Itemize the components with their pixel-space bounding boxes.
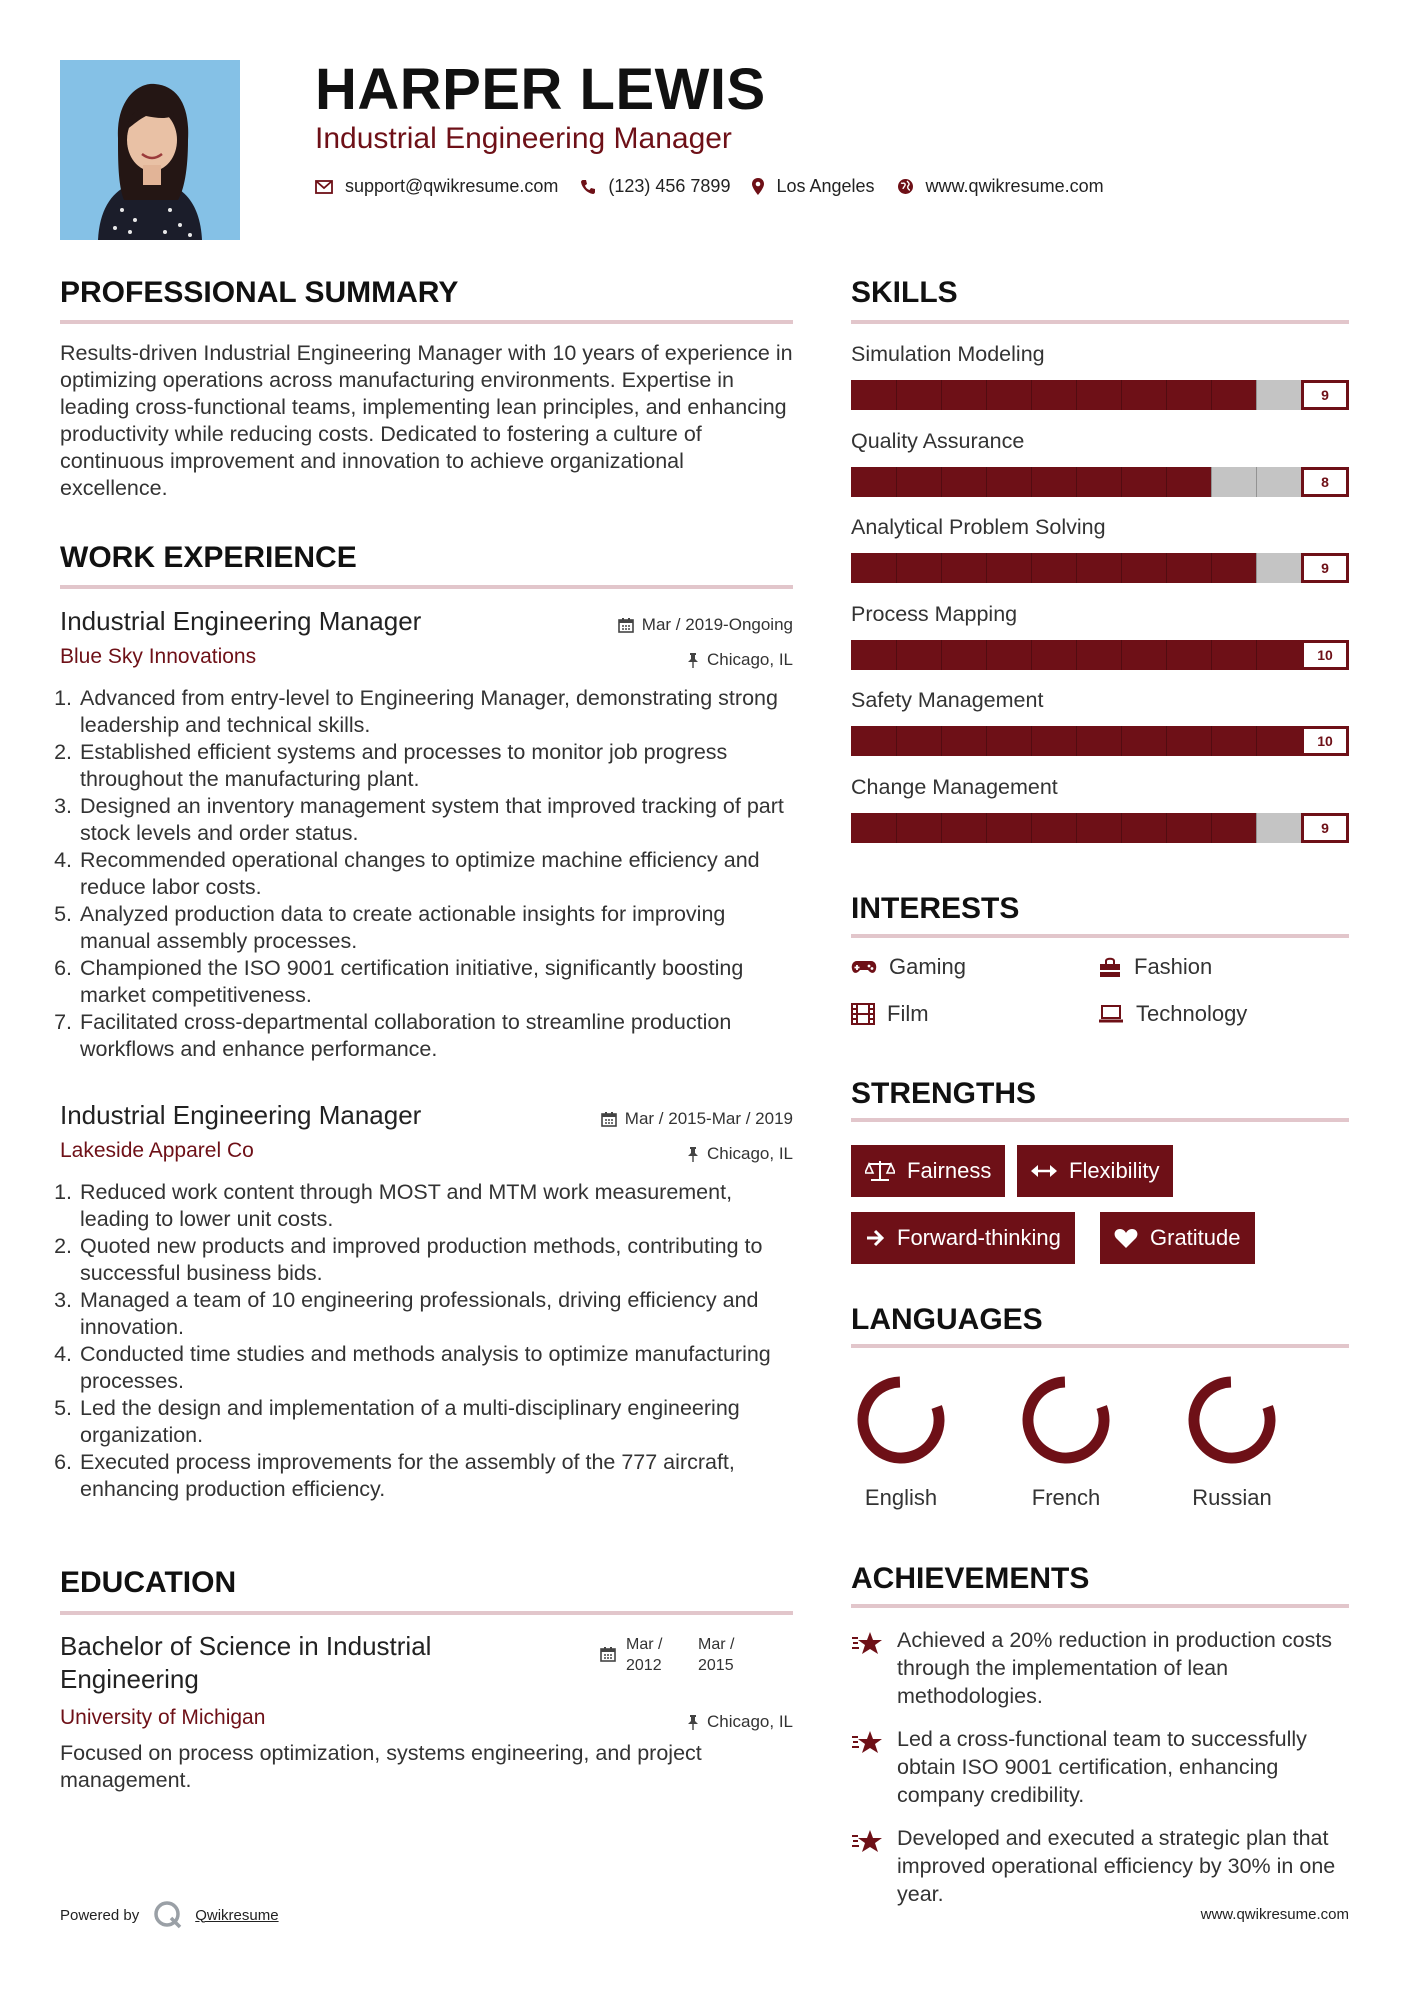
languages-heading: LANGUAGES (851, 1303, 1043, 1336)
calendar-icon (600, 1646, 616, 1662)
skill-segment-divider (1166, 813, 1167, 843)
skill-segment-divider (986, 467, 987, 497)
qwikresume-logo-icon (153, 1900, 183, 1930)
skill-segment-divider (1031, 553, 1032, 583)
powered-by-label: Powered by (60, 1906, 140, 1924)
achievements-divider (851, 1604, 1349, 1608)
candidate-title: Industrial Engineering Manager (315, 122, 732, 155)
education-divider (60, 1611, 793, 1615)
skill-value: 9 (1304, 556, 1346, 580)
skill-segment-divider (896, 467, 897, 497)
skill-segment-divider (941, 467, 942, 497)
skill-value: 10 (1304, 729, 1346, 753)
experience-divider (60, 585, 793, 589)
experience-heading: WORK EXPERIENCE (60, 541, 357, 574)
footer-powered-by (60, 1900, 279, 1930)
skill-segment-divider (1166, 467, 1167, 497)
job-bullet: 5. Analyzed production data to create actionable insights for improving manual assembly processes. (78, 901, 793, 955)
contact-website[interactable] (897, 176, 1104, 197)
job-bullet: 3. Managed a team of 10 engineering professionals, driving efficiency and innovation. (78, 1287, 793, 1341)
job-title: Industrial Engineering Manager (60, 1100, 422, 1130)
pushpin-icon (687, 1714, 699, 1730)
job-title: Industrial Engineering Manager (60, 606, 422, 636)
skill-segment-divider (1121, 813, 1122, 843)
job-company: Blue Sky Innovations (60, 645, 257, 668)
strength-badge (1100, 1212, 1255, 1264)
balance-scale-icon (865, 1160, 895, 1182)
job-dates-text: Mar / 2019-Ongoing (641, 615, 793, 634)
heart-icon (1114, 1228, 1138, 1249)
skill-value: 9 (1304, 383, 1346, 407)
languages-divider (851, 1344, 1349, 1348)
skill-segment-divider (896, 553, 897, 583)
achievement-text: Developed and executed a strategic plan that improved operational efficiency by 30% in one year. (897, 1826, 1336, 1906)
job-bullets (60, 685, 793, 1063)
job-bullet: 2. Established efficient systems and processes to monitor job progress throughout the manufacturing plant. (78, 739, 793, 793)
star-award-icon (851, 1630, 883, 1658)
skill-segment-divider (1256, 813, 1257, 843)
skill-fill (851, 813, 1256, 843)
contact-website-text: www.qwikresume.com (925, 176, 1104, 196)
job-dates-text: Mar / 2015-Mar / 2019 (624, 1109, 793, 1128)
contact-phone-text: (123) 456 7899 (608, 176, 731, 196)
skill-segment-divider (896, 726, 897, 756)
skill-fill (851, 380, 1256, 410)
job-location (687, 650, 793, 670)
education-dates (600, 1634, 770, 1676)
job-bullet: 6. Executed process improvements for the assembly of the 777 aircraft, enhancing production efficiency. (78, 1449, 793, 1503)
skill-label: Process Mapping (851, 601, 1018, 626)
skill-segment-divider (1211, 726, 1212, 756)
skill-segment-divider (1211, 640, 1212, 670)
job-location-text: Chicago, IL (707, 650, 793, 669)
interest-item (851, 1001, 929, 1027)
contact-location-text: Los Angeles (776, 176, 875, 196)
job-bullet: 4. Recommended operational changes to optimize machine efficiency and reduce labor costs. (78, 847, 793, 901)
skill-segment-divider (1076, 726, 1077, 756)
job-dates (601, 1109, 793, 1129)
skill-value-box (1301, 813, 1349, 843)
skill-segment-divider (941, 813, 942, 843)
skill-segment-divider (1076, 640, 1077, 670)
language-level-ring (851, 1370, 951, 1470)
skill-label: Change Management (851, 774, 1058, 799)
qwikresume-link[interactable]: Qwikresume (195, 1906, 279, 1924)
interest-label: Technology (1136, 1001, 1248, 1026)
laptop-icon (1098, 1005, 1124, 1023)
language-label: Russian (1192, 1485, 1272, 1510)
interest-label: Gaming (889, 954, 967, 979)
job-entry (60, 606, 793, 1063)
strength-badge (851, 1212, 1075, 1264)
interest-label: Film (887, 1001, 929, 1026)
skill-bar (851, 380, 1349, 410)
gamepad-icon (851, 959, 877, 975)
strengths-divider (851, 1118, 1349, 1122)
skill-segment-divider (1256, 726, 1257, 756)
job-bullet: 1. Reduced work content through MOST and MTM work measurement, leading to lower unit costs. (78, 1179, 793, 1233)
summary-heading: PROFESSIONAL SUMMARY (60, 276, 459, 309)
job-bullet: 6. Championed the ISO 9001 certification initiative, significantly boosting market competitiveness. (78, 955, 793, 1009)
envelope-icon (315, 180, 333, 194)
contact-bar (315, 176, 1126, 197)
skill-value-box (1301, 726, 1349, 756)
film-icon (851, 1003, 875, 1025)
skill-segment-divider (1076, 813, 1077, 843)
skill-value-box (1301, 640, 1349, 670)
job-bullet: 1. Advanced from entry-level to Engineering Manager, demonstrating strong leadership and technical skills. (78, 685, 793, 739)
skill-segment-divider (1121, 553, 1122, 583)
interest-item (851, 954, 966, 980)
skill-item (851, 601, 1349, 663)
contact-location (752, 176, 874, 197)
job-bullets (60, 1179, 793, 1503)
skill-segment-divider (1256, 467, 1257, 497)
strength-badge (1017, 1145, 1173, 1197)
skill-value: 8 (1304, 470, 1346, 494)
skill-segment-divider (1121, 380, 1122, 410)
education-description: Focused on process optimization, systems engineering, and project management. (60, 1741, 702, 1792)
skill-item (851, 774, 1349, 836)
skill-label: Quality Assurance (851, 428, 1025, 453)
skill-segment-divider (1166, 726, 1167, 756)
strength-label: Flexibility (1069, 1158, 1160, 1183)
skill-segment-divider (986, 726, 987, 756)
calendar-icon (601, 1111, 617, 1127)
job-bullet: 7. Facilitated cross-departmental collaboration to streamline production workflows and enhance performance. (78, 1009, 793, 1063)
skill-segment-divider (1031, 726, 1032, 756)
language-level-arc (852, 1371, 949, 1468)
skill-value: 9 (1304, 816, 1346, 840)
job-location (687, 1144, 793, 1164)
skill-segment-divider (986, 380, 987, 410)
job-bullet: 5. Led the design and implementation of a multi-disciplinary engineering organization. (78, 1395, 793, 1449)
strength-label: Fairness (907, 1158, 992, 1183)
skill-label: Analytical Problem Solving (851, 515, 1106, 539)
skills-divider (851, 320, 1349, 324)
skill-segment-divider (896, 380, 897, 410)
calendar-icon (618, 617, 634, 633)
skill-segment-divider (1166, 380, 1167, 410)
job-dates (618, 615, 793, 635)
job-bullet: 3. Designed an inventory management system that improved tracking of part stock levels and order status. (78, 793, 793, 847)
education-end-date: Mar / 2015 (698, 1636, 735, 1674)
skill-segment-divider (986, 640, 987, 670)
shopping-bag-icon (1098, 956, 1122, 978)
star-award-icon (851, 1729, 883, 1757)
skill-segment-divider (1166, 640, 1167, 670)
language-label: French (1031, 1485, 1101, 1510)
skill-label: Safety Management (851, 688, 1044, 712)
language-item (1172, 1370, 1292, 1511)
job-bullet: 4. Conducted time studies and methods analysis to optimize manufacturing processes. (78, 1341, 793, 1395)
education-entry (60, 1630, 793, 1794)
candidate-name: HARPER LEWIS (315, 57, 766, 122)
job-entry (60, 1100, 793, 1503)
skill-segment-divider (1211, 467, 1212, 497)
skill-segment-divider (896, 813, 897, 843)
education-heading: EDUCATION (60, 1566, 237, 1599)
interests-divider (851, 934, 1349, 938)
skill-segment-divider (1031, 380, 1032, 410)
skill-item (851, 515, 1349, 576)
skill-segment-divider (1166, 553, 1167, 583)
skill-bar (851, 467, 1349, 497)
contact-email[interactable] (315, 176, 558, 197)
strength-label: Gratitude (1150, 1225, 1241, 1250)
skill-segment-divider (986, 813, 987, 843)
skill-segment-divider (941, 726, 942, 756)
skill-item (851, 688, 1349, 749)
skill-fill (851, 553, 1256, 583)
skill-segment-divider (1031, 813, 1032, 843)
interest-item (1098, 1001, 1247, 1027)
achievement-text: Led a cross-functional team to successfully obtain ISO 9001 certification, enhancing company credibility. (897, 1727, 1307, 1807)
education-start-date: Mar / 2012 (626, 1636, 663, 1674)
skill-value-box (1301, 467, 1349, 497)
language-level-arc (1017, 1371, 1114, 1468)
strengths-heading: STRENGTHS (851, 1077, 1037, 1110)
achievement-item (851, 1824, 1351, 1908)
map-marker-icon (752, 178, 764, 195)
education-location-text: Chicago, IL (707, 1712, 793, 1731)
skill-segment-divider (941, 553, 942, 583)
skill-segment-divider (986, 553, 987, 583)
language-item (841, 1370, 961, 1511)
skills-heading: SKILLS (851, 276, 958, 309)
skill-label: Simulation Modeling (851, 342, 1045, 366)
contact-phone[interactable] (580, 176, 730, 197)
school-name: University of Michigan (60, 1706, 266, 1729)
achievement-text: Achieved a 20% reduction in production costs through the implementation of lean methodologies. (897, 1628, 1333, 1708)
arrows-horizontal-icon (1031, 1164, 1057, 1178)
skill-segment-divider (1031, 467, 1032, 497)
pushpin-icon (687, 652, 699, 668)
job-location-text: Chicago, IL (707, 1144, 793, 1163)
skill-segment-divider (1121, 467, 1122, 497)
language-item (1006, 1370, 1126, 1511)
summary-divider (60, 320, 793, 324)
skill-segment-divider (1256, 640, 1257, 670)
skill-segment-divider (1121, 726, 1122, 756)
job-bullet: 2. Quoted new products and improved production methods, contributing to successful business bids. (78, 1233, 793, 1287)
skill-segment-divider (941, 380, 942, 410)
language-level-ring (1182, 1370, 1282, 1470)
skill-segment-divider (1211, 813, 1212, 843)
language-label: English (864, 1485, 938, 1510)
skill-bar (851, 726, 1349, 756)
arrow-right-icon (865, 1228, 885, 1248)
skill-segment-divider (1211, 380, 1212, 410)
achievements-heading: ACHIEVEMENTS (851, 1562, 1090, 1595)
degree-title: Bachelor of Science in Industrial Engineering (60, 1631, 432, 1694)
skill-segment-divider (896, 640, 897, 670)
skill-bar (851, 553, 1349, 583)
job-company: Lakeside Apparel Co (60, 1139, 254, 1162)
skill-value-box (1301, 380, 1349, 410)
skill-segment-divider (1211, 553, 1212, 583)
skill-bar (851, 640, 1349, 670)
skill-item (851, 428, 1349, 490)
profile-photo (60, 60, 240, 240)
footer-website[interactable]: www.qwikresume.com (1200, 1906, 1349, 1923)
skill-segment-divider (1076, 553, 1077, 583)
education-location (687, 1712, 793, 1732)
skill-bar (851, 813, 1349, 843)
language-level-arc (1183, 1371, 1280, 1468)
interest-label: Fashion (1134, 954, 1213, 979)
skill-segment-divider (1121, 640, 1122, 670)
skill-segment-divider (1031, 640, 1032, 670)
language-level-ring (1016, 1370, 1116, 1470)
globe-icon (897, 178, 914, 195)
summary-text: Results-driven Industrial Engineering Manager with 10 years of experience in optimizing operations across manufacturing environments. Expertise in leading cross-functional teams, implementing lean principles, and enhancing productivity while reducing costs. Dedicated to fostering a culture of continuous improvement and innovation to achieve organizational excellence. (60, 341, 793, 500)
skill-segment-divider (941, 640, 942, 670)
achievement-item (851, 1725, 1351, 1809)
strength-label: Forward-thinking (897, 1225, 1061, 1250)
contact-email-text: support@qwikresume.com (345, 176, 559, 196)
skill-segment-divider (1076, 380, 1077, 410)
interest-item (1098, 954, 1212, 980)
skill-segment-divider (1256, 553, 1257, 583)
pushpin-icon (687, 1146, 699, 1162)
skill-segment-divider (1076, 467, 1077, 497)
skill-item (851, 342, 1349, 403)
interests-heading: INTERESTS (851, 892, 1020, 925)
strength-badge (851, 1145, 1005, 1197)
phone-icon (580, 179, 596, 195)
star-award-icon (851, 1828, 883, 1856)
achievement-item (851, 1626, 1351, 1710)
skill-segment-divider (1256, 380, 1257, 410)
skill-value-box (1301, 553, 1349, 583)
skill-value: 10 (1304, 643, 1346, 667)
